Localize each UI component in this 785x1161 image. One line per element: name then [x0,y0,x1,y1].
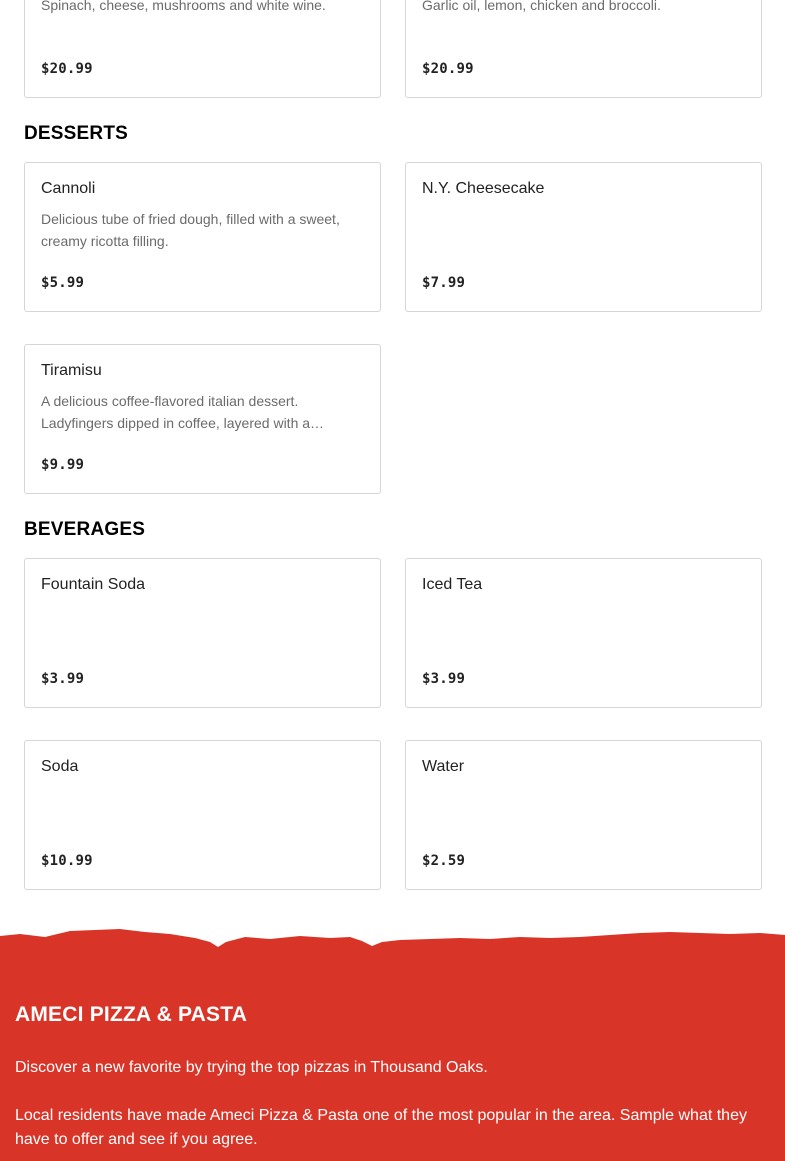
menu-item-price: $20.99 [422,61,474,77]
menu-item-description: A delicious coffee-flavored italian dessert. Ladyfingers dipped in coffee, layered with a… [41,393,325,431]
menu-item-name: Tiramisu [41,362,102,379]
footer-brand-name: AMECI PIZZA & PASTA [15,1003,248,1026]
section-heading-desserts: DESSERTS [24,123,129,144]
menu-item-description: Delicious tube of fried dough, filled with a sweet, creamy ricotta filling. [41,211,340,249]
menu-item-card[interactable] [24,0,381,98]
menu-item-price: $9.99 [41,457,85,473]
menu-item-price: $7.99 [422,275,466,291]
menu-item-card-water[interactable] [405,740,762,890]
menu-item-name: Soda [41,758,79,775]
menu-item-name: Iced Tea [422,576,483,593]
menu-item-price: $5.99 [41,275,85,291]
section-heading-beverages: BEVERAGES [24,519,146,540]
menu-item-price: $20.99 [41,61,93,77]
menu-item-price: $10.99 [41,853,93,869]
menu-item-card-cheesecake[interactable] [405,162,762,312]
menu-item-card[interactable] [405,0,762,98]
menu-item-card-fountain-soda[interactable] [24,558,381,708]
footer-paragraph: Local residents have made Ameci Pizza & Pasta one of the most popular in the area. Sample what they have to offer and see if you agree. [15,1107,747,1148]
menu-item-price: $3.99 [422,671,466,687]
menu-item-name: Cannoli [41,180,96,197]
menu-item-card-cannoli[interactable] [24,162,381,312]
menu-item-card-iced-tea[interactable] [405,558,762,708]
menu-item-description: Garlic oil, lemon, chicken and broccoli. [422,0,661,13]
footer-paragraph: Discover a new favorite by trying the top pizzas in Thousand Oaks. [15,1059,488,1076]
menu-item-card-soda[interactable] [24,740,381,890]
menu-item-description: Spinach, cheese, mushrooms and white wine. [41,0,326,13]
menu-item-name: Fountain Soda [41,576,146,593]
menu-item-card-tiramisu[interactable] [24,344,381,494]
site-footer [0,928,785,1161]
menu-item-price: $3.99 [41,671,85,687]
menu-item-name: N.Y. Cheesecake [422,180,545,197]
menu-item-price: $2.59 [422,853,466,869]
menu-item-name: Water [422,758,465,775]
